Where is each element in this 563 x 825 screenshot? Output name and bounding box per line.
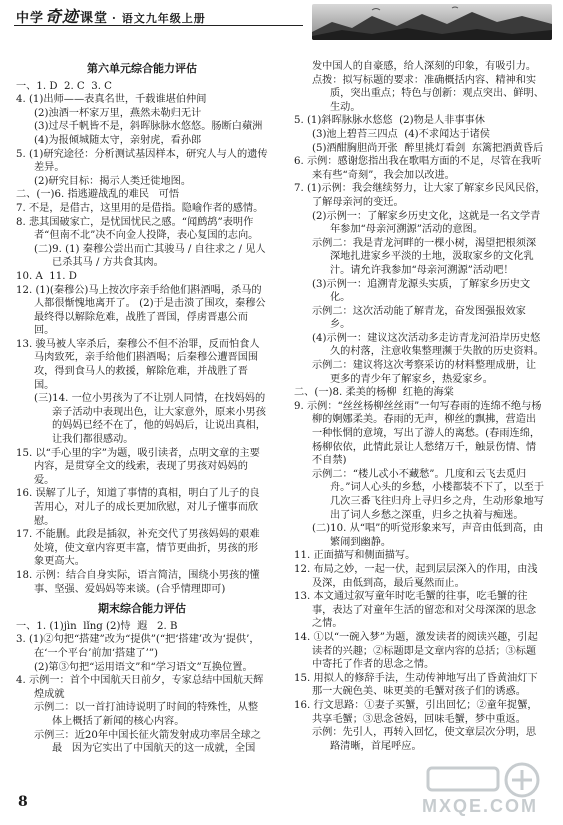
right-column: [294, 60, 546, 753]
answer-line: 示例二：以一首打油诗说明了时间的特殊性，从整体上概括了新闻的核心内容。: [34, 702, 259, 727]
answer-line: 8. 悲其国破家亡，是忧国忧民之感。“闻鹧鸪”表明作者“但南不北”决不向金人投降，表心复国的志向。: [16, 216, 259, 242]
answer-line: 11. 正面描写和侧面描写。: [294, 550, 416, 562]
series-right: 课堂: [80, 10, 109, 25]
series-title: [16, 4, 206, 27]
left-column: [16, 60, 268, 756]
answer-line: (二)10. 从“唱”的听觉形象来写，声音由低到高，由繁闹到幽静。: [312, 523, 544, 548]
answer-line: 一、1. (1)jìn lǐng (2)恃 遐 2. B: [16, 620, 178, 632]
answer-line: 16. 行文思路：①妻子买蟹，引出回忆；②童年捉蟹，共享毛蟹；③思念爸妈，回味毛蟹，梦中重返。: [294, 699, 538, 725]
answer-line: 5. (1)研究途径：分析测试基因样本，研究人与人的遗传差异。: [16, 148, 268, 174]
answer-line: 一、1. D 2. C 3. C: [16, 80, 112, 92]
answer-line: 7. (1)示例：我会继续努力，让大家了解家乡民风民俗，了解母亲河的变迁。: [294, 183, 546, 208]
final-answers: [16, 620, 268, 756]
landscape-banner-image: [312, 4, 552, 40]
series-left: 中学: [16, 10, 45, 25]
answer-line: 发中国人的自豪感，给人深刻的印象，有吸引力。: [312, 61, 537, 72]
page-number: 8: [18, 794, 28, 810]
page-header: [0, 0, 563, 44]
answer-line: (5)酒酣胸胆尚开张 醉里挑灯看剑 东篱把酒黄昏后: [312, 142, 544, 154]
answer-line: (4)为报倾城随太守，亲射虎，看孙郎: [34, 134, 202, 146]
answer-line: (三)14. 一位小男孩为了不让别人同情，在找妈妈的亲子活动中表现出色，让大家意外，原来小男孩的妈妈已经不在了，他的妈妈后，让说出真相，让我们都很感动。: [34, 393, 266, 446]
answer-line: 13. 本文通过叙写童年时吃毛蟹的往事，吃毛蟹的往事，表达了对童年生活的留恋和对父母深深的思念之情。: [294, 591, 537, 630]
answer-line: (3)示例一：追溯青龙源头实质，了解家乡历史文化。: [312, 278, 531, 304]
book-subtitle: · 语文九年级上册: [112, 12, 206, 25]
answer-line: 示例二：这次活动能了解青龙，奋发图强报效家乡。: [312, 305, 526, 331]
answer-line: 3. (1)②句把“搭建”改为“提供”(“把‘搭建’改为‘提供’，在‘一个平台’前加‘搭建了’”): [16, 634, 260, 659]
series-brand: 奇迹: [45, 7, 80, 26]
answer-line: 9. 示例：“丝丝杨柳丝丝雨”一句写春雨的连绵不绝与杨柳的婀娜柔美。春雨的无声，柳丝的飘拂，营造出一种怅惘的意境，写出了游人的离愁。(春雨连绵，杨柳依依，此情此景让人愁绪万千，触景伤情、情不自禁): [294, 400, 542, 467]
watermark-text: MXQE.COM: [422, 796, 539, 816]
answer-line: (4)示例一：建议这次活动多走访青龙河沿岸历史悠久的村落，注意收集整理濒于失散的历史资料。: [312, 332, 544, 358]
answer-line: (3)池上碧苔三四点 (4)不求闻达于诸侯: [312, 128, 490, 140]
answer-line: (二)9. (1) 秦穆公尝出而亡其骏马 / 自往求之 / 见人已杀其马 / 方共食其肉。: [34, 243, 266, 269]
answer-line: 点拨：拟写标题的要求：准确概括内容、精神和实质，突出重点；特色与创新：观点突出、鲜明、生动。: [312, 74, 544, 113]
answer-line: 7. 不是，是借古，这里用的是借指。隐喻作者的感情。: [16, 202, 264, 214]
answer-line: 示例三：近20年中国长征火箭发射成功率居全球之最 因为它实出了中国航天的这一成就，全国: [34, 729, 261, 755]
answer-line: (2)示例一：了解家乡历史文化，这就是一名文学青年参加“母亲河溯源”活动的意图。: [312, 210, 541, 236]
answer-line: (2)第③句把“运用语文”和“学习语文”互换位置。: [34, 661, 253, 673]
answer-line: 示例：先引人，再转入回忆，使文章层次分明，思路清晰，首尾呼应。: [312, 727, 537, 752]
site-watermark-logo: [418, 760, 558, 820]
answer-line: (2)研究目标：揭示人类迁徙地图。: [34, 175, 192, 187]
answer-line: 14. ①以“一碗入梦”为题，激发读者的阅读兴趣，引起读者的兴趣；②标题即是文章内容的总括；③标题中寄托了作者的思念之情。: [294, 631, 538, 671]
answer-line: 15. 用拟人的修辞手法，生动传神地写出了昏黄油灯下那一大碗色美、味更美的毛蟹对孩子们的诱惑。: [294, 672, 538, 698]
answer-line: 18. 示例：结合自身实际，语言简洁，围绕小男孩的懂事、坚强、爱妈妈等来谈。(合乎情理即可): [16, 569, 260, 595]
answer-line: (2)浊酒一杯家万里，燕然未勒归无计: [34, 107, 202, 119]
answer-line: 二、(一)6. 指逃避战乱的难民 可悟: [16, 189, 180, 201]
answer-line: 示例二：我是青龙河畔的一棵小树，渴望把根须深深地扎进家乡平淡的土地，汲取家乡的文化乳汁。请允许我参加“母亲河溯源”活动吧！: [312, 237, 537, 276]
right-answers: [294, 60, 546, 753]
answer-line: 12. 布局之妙，一起一伏，起到层层深入的作用，由浅及深，由低到高，最后戛然而止。: [294, 563, 538, 589]
section-title-final: 期末综合能力评估: [98, 602, 186, 616]
header-rule: [14, 25, 303, 26]
answer-line: 12. (1)(秦穆公)马上按次序亲手给他们斟酒喝，杀马的人都很惭愧地离开了。 (2)于是击溃了围攻，秦穆公最终得以解除危难，战胜了晋国，俘虏晋惠公而回。: [16, 284, 266, 337]
answer-line: 4. (1)出师——表真名世，千载谁堪伯仲间: [16, 94, 207, 106]
answer-line: 6. 示例：感谢您指出我在歌唱方面的不足，尽管在我听来有些“奇刻”，我会加以改进。: [294, 156, 542, 181]
answer-line: 15. 以“手心里的字”为题，吸引读者，点明文章的主要内容，是贯穿全文的线索，表现了男孩对妈妈的爱。: [16, 447, 260, 486]
answer-line: 13. 骏马被人宰杀后，秦穆公不但不治罪，反而怕食人马肉致死，亲手给他们斟酒喝；后秦穆公遭晋国围攻，得到食马人的救援，解除危难，并战胜了晋国。: [16, 338, 260, 391]
unit6-answers: [16, 80, 268, 597]
answer-line: 5. (1)斜晖脉脉水悠悠 (2)物是人非事事休: [294, 115, 485, 127]
answer-line: 4. 示例一：首个中国航天日前夕，专家总结中国航天辉煌成就: [16, 675, 264, 700]
answer-line: 17. 不能删。此段是插叙，补充交代了男孩妈妈的艰难处境，使文章内容更丰富，情节更曲折，男孩的形象更高大。: [16, 529, 260, 568]
answer-line: (3)过尽千帆皆不是，斜晖脉脉水悠悠。肠断白蘋洲: [34, 121, 263, 133]
section-title-unit6: 第六单元综合能力评估: [87, 62, 197, 75]
answer-line: 二、(一)8. 柔美的杨柳 红艳的海棠: [294, 387, 454, 399]
answer-line: 10. A 11. D: [16, 270, 77, 282]
answer-line: 示例二：建议将这次考察采访的材料整理成册，让更多的青少年了解家乡，热爱家乡。: [312, 360, 537, 385]
answer-line: 示例二：“楼儿忒小不藏愁”。几度和云飞去觅归舟。”词人心头的乡愁，小楼都装不下了，以至于几次三番飞往归舟上寻归乡之舟，生动形象地写出了词人乡愁之深重，归乡之执着与痴迷。: [312, 468, 545, 521]
answer-line: 16. 误解了儿子，知道了事情的真相，明白了儿子的良苦用心，对儿子的成长更加欣慰，对儿子懂事而欣慰。: [16, 488, 260, 527]
